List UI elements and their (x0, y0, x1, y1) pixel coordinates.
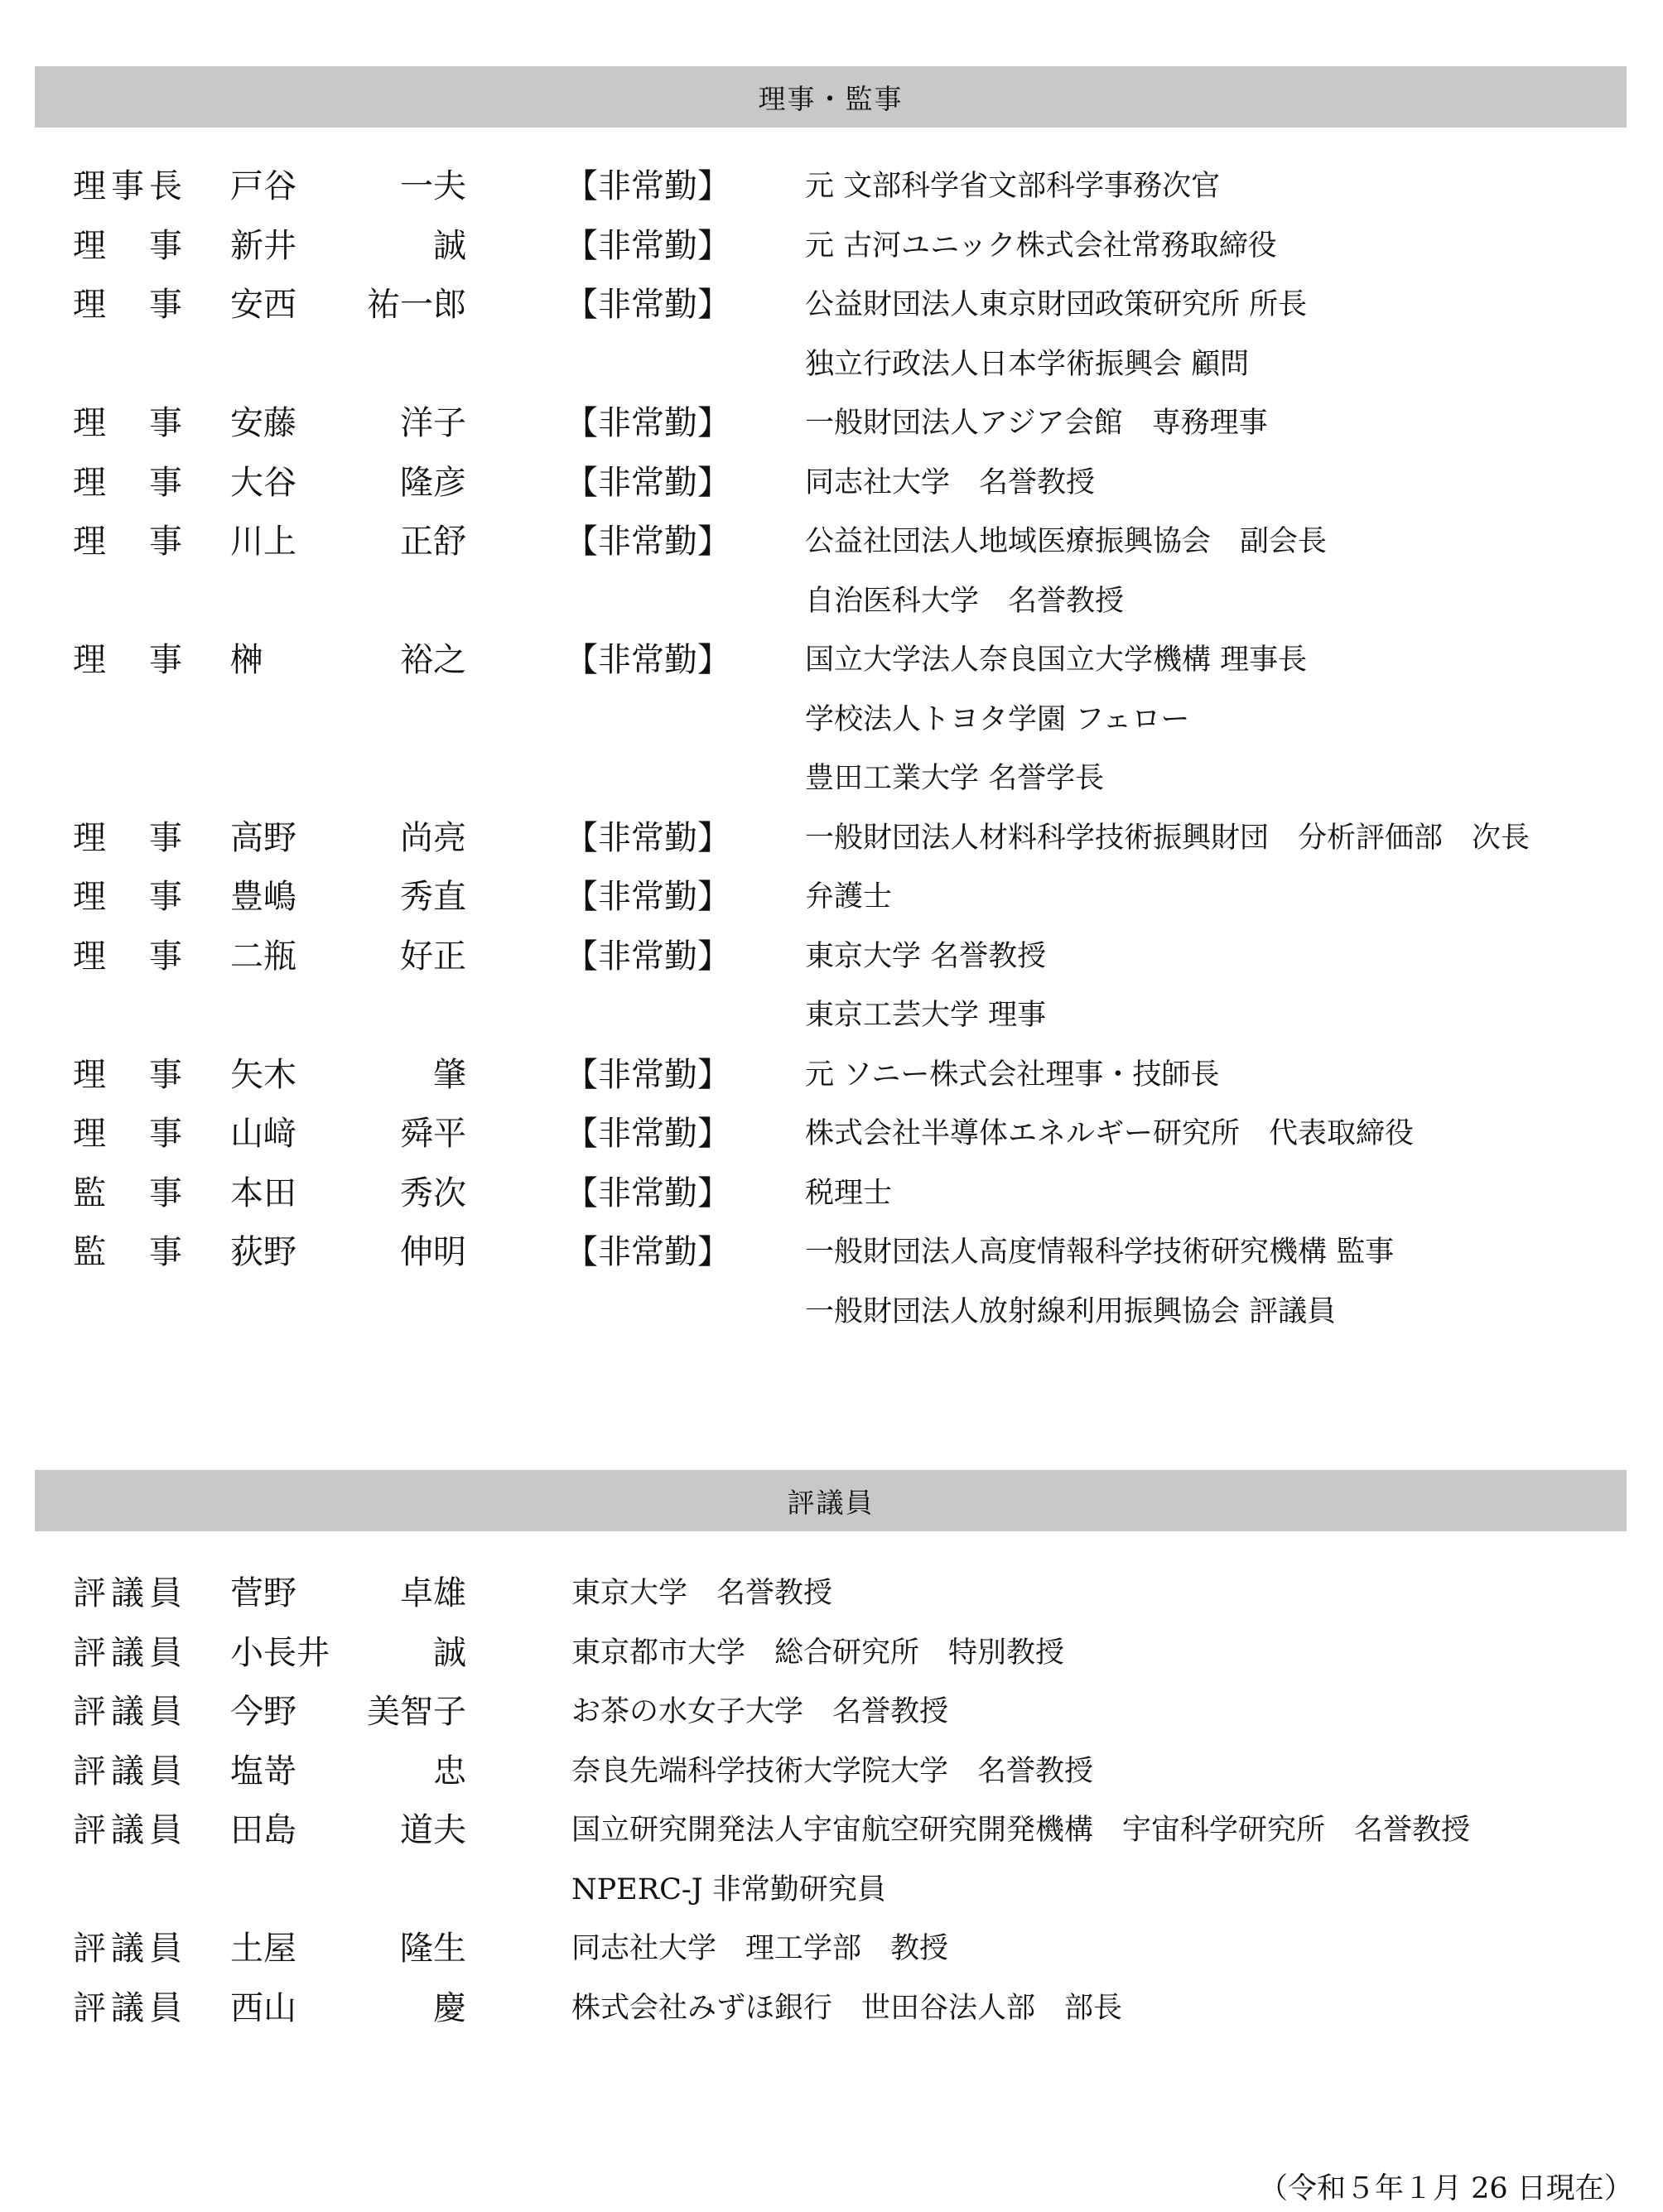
councillor-title: 評議員 (73, 1930, 187, 1968)
member-title: 理 事 (73, 1055, 187, 1094)
councillor-title: 評議員 (73, 1574, 187, 1612)
member-affiliation: 一般財団法人アジア会館 専務理事 (805, 407, 1268, 440)
member-status: 【非常勤】 (565, 1115, 730, 1153)
councillor-affiliation: 国立研究開発法人宇宙航空研究開発機構 宇宙科学研究所 名誉教授 (571, 1814, 1471, 1847)
councillor-affiliation: 東京都市大学 総合研究所 特別教授 (571, 1636, 1065, 1670)
councillor-name: 田島 道夫 (230, 1811, 466, 1849)
board-member-row (0, 1105, 1663, 1163)
board-member-row (0, 1223, 1663, 1281)
member-title: 理 事 (73, 1115, 187, 1153)
councillor-title: 評議員 (73, 1988, 187, 2027)
member-status: 【非常勤】 (565, 1055, 730, 1094)
member-title: 理 事 (73, 878, 187, 916)
as-of-date: （令和５年１月 26 日現在） (1259, 2172, 1633, 2205)
member-status: 【非常勤】 (565, 404, 730, 442)
board-member-row (0, 1046, 1663, 1104)
board-affiliation-continuation (0, 1283, 1663, 1341)
councillor-affiliation: 奈良先端科学技術大学院大学 名誉教授 (571, 1754, 1094, 1788)
member-status: 【非常勤】 (565, 523, 730, 561)
councillor-name: 小長井 誠 (230, 1633, 466, 1672)
board-affiliation-continuation (0, 572, 1663, 630)
member-name: 矢木 肇 (230, 1055, 466, 1094)
member-name: 安西 祐一郎 (230, 286, 466, 324)
councillor-name: 土屋 隆生 (230, 1930, 466, 1968)
member-affiliation: 同志社大学 名誉教授 (805, 465, 1096, 499)
board-affiliation-continuation (0, 691, 1663, 749)
member-title: 監 事 (73, 1233, 187, 1271)
councillors-section-header (35, 1470, 1627, 1531)
board-member-row (0, 276, 1663, 334)
member-name: 戸谷 一夫 (230, 167, 466, 205)
member-title: 理 事 (73, 937, 187, 976)
board-member-row (0, 157, 1663, 215)
councillor-title: 評議員 (73, 1811, 187, 1849)
member-name: 高野 尚亮 (230, 818, 466, 857)
member-affiliation: 株式会社半導体エネルギー研究所 代表取締役 (805, 1117, 1415, 1150)
board-affiliation-continuation (0, 335, 1663, 393)
councillor-row (0, 1624, 1663, 1682)
member-affiliation: 弁護士 (805, 880, 893, 913)
board-member-row (0, 217, 1663, 275)
member-status: 【非常勤】 (565, 937, 730, 976)
member-affiliation: 豊田工業大学 名誉学長 (805, 762, 1105, 795)
member-name: 本田 秀次 (230, 1173, 466, 1212)
board-member-row (0, 1164, 1663, 1222)
councillor-name: 菅野 卓雄 (230, 1574, 466, 1612)
member-title: 理 事 (73, 226, 187, 265)
member-affiliation: 自治医科大学 名誉教授 (805, 584, 1125, 618)
member-title: 理 事 (73, 286, 187, 324)
councillors-section-title: 評議員 (787, 1486, 875, 1519)
member-affiliation: 一般財団法人高度情報科学技術研究機構 監事 (805, 1236, 1395, 1269)
member-affiliation: 元 古河ユニック株式会社常務取締役 (805, 229, 1277, 263)
board-member-row (0, 631, 1663, 689)
member-name: 新井 誠 (230, 226, 466, 265)
member-name: 大谷 隆彦 (230, 463, 466, 502)
member-affiliation: 公益財団法人東京財団政策研究所 所長 (805, 288, 1308, 321)
councillor-row (0, 1564, 1663, 1622)
councillor-row (0, 1801, 1663, 1859)
member-affiliation: 学校法人トヨタ学園 フェロー (805, 702, 1190, 736)
board-affiliation-continuation (0, 986, 1663, 1044)
board-member-row (0, 928, 1663, 986)
councillor-affiliation: 株式会社みずほ銀行 世田谷法人部 部長 (571, 1991, 1123, 2025)
councillor-row (0, 1683, 1663, 1741)
member-title: 監 事 (73, 1173, 187, 1212)
member-affiliation: 東京大学 名誉教授 (805, 939, 1047, 973)
board-member-row (0, 868, 1663, 926)
councillor-affiliation: お茶の水女子大学 名誉教授 (571, 1695, 949, 1728)
member-affiliation: 公益社団法人地域医療振興協会 副会長 (805, 525, 1328, 558)
board-member-row (0, 513, 1663, 571)
councillor-name: 今野 美智子 (230, 1693, 466, 1731)
member-status: 【非常勤】 (565, 641, 730, 679)
member-title: 理 事 (73, 641, 187, 679)
board-member-row (0, 809, 1663, 867)
councillor-affiliation: 同志社大学 理工学部 教授 (571, 1932, 949, 1965)
member-title: 理 事 (73, 404, 187, 442)
board-affiliation-continuation (0, 749, 1663, 807)
member-status: 【非常勤】 (565, 878, 730, 916)
member-status: 【非常勤】 (565, 1173, 730, 1212)
councillor-name: 西山 慶 (230, 1988, 466, 2027)
member-title: 理 事 (73, 463, 187, 502)
member-affiliation: 東京工芸大学 理事 (805, 999, 1047, 1032)
member-name: 榊 裕之 (230, 641, 466, 679)
board-member-row (0, 394, 1663, 452)
member-affiliation: 独立行政法人日本学術振興会 顧問 (805, 347, 1250, 381)
member-name: 豊嶋 秀直 (230, 878, 466, 916)
councillor-row (0, 1742, 1663, 1800)
member-affiliation: 元 文部科学省文部科学事務次官 (805, 170, 1221, 203)
member-title: 理事長 (73, 167, 187, 205)
member-name: 二瓶 好正 (230, 937, 466, 976)
member-name: 川上 正舒 (230, 523, 466, 561)
councillor-row (0, 1920, 1663, 1978)
councillor-affiliation-continuation (0, 1861, 1663, 1919)
member-status: 【非常勤】 (565, 167, 730, 205)
councillor-title: 評議員 (73, 1693, 187, 1731)
councillor-row (0, 1979, 1663, 2037)
member-affiliation: 一般財団法人放射線利用振興協会 評議員 (805, 1294, 1337, 1328)
member-status: 【非常勤】 (565, 818, 730, 857)
councillor-affiliation: NPERC-J 非常勤研究員 (571, 1872, 886, 1906)
member-name: 山﨑 舜平 (230, 1115, 466, 1153)
board-member-row (0, 454, 1663, 512)
member-name: 荻野 伸明 (230, 1233, 466, 1271)
member-status: 【非常勤】 (565, 1233, 730, 1271)
member-status: 【非常勤】 (565, 463, 730, 502)
member-title: 理 事 (73, 818, 187, 857)
member-affiliation: 一般財団法人材料科学技術振興財団 分析評価部 次長 (805, 821, 1530, 855)
board-section-title: 理事・監事 (758, 82, 904, 115)
member-title: 理 事 (73, 523, 187, 561)
member-status: 【非常勤】 (565, 286, 730, 324)
councillor-name: 塩嵜 忠 (230, 1752, 466, 1790)
councillor-title: 評議員 (73, 1752, 187, 1790)
councillor-title: 評議員 (73, 1633, 187, 1672)
member-affiliation: 元 ソニー株式会社理事・技師長 (805, 1058, 1220, 1092)
member-affiliation: 税理士 (805, 1176, 893, 1210)
member-status: 【非常勤】 (565, 226, 730, 265)
member-affiliation: 国立大学法人奈良国立大学機構 理事長 (805, 643, 1308, 677)
councillor-affiliation: 東京大学 名誉教授 (571, 1577, 833, 1610)
member-name: 安藤 洋子 (230, 404, 466, 442)
board-section-header (35, 66, 1627, 128)
